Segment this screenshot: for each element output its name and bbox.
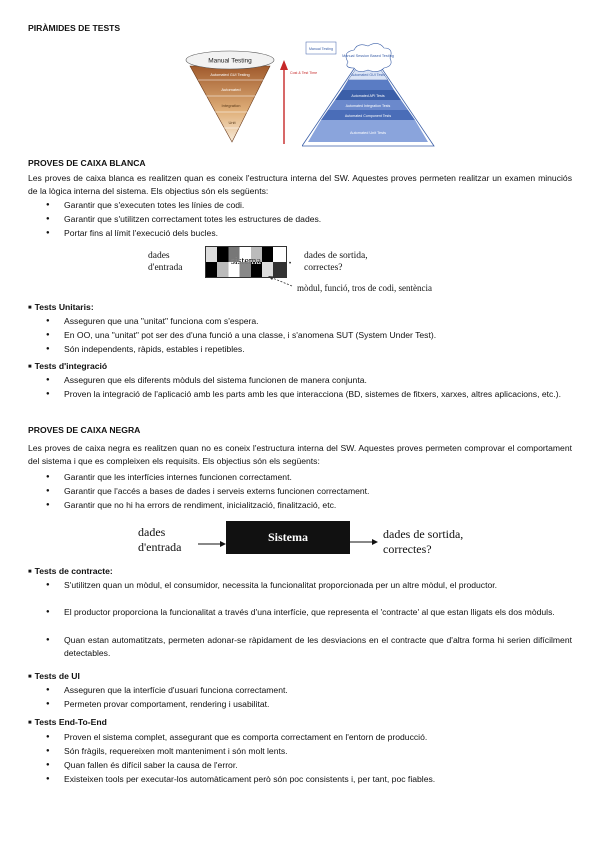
cone-integration-label: Integration (221, 103, 241, 108)
e2e-tests-heading: ■ Tests End-To-End (28, 716, 107, 730)
bb-output-arrow (350, 536, 380, 548)
white-box-bullet: ● Portar fins al límit l'execució dels bucles. (64, 227, 572, 240)
contract-tests-heading: ■ Tests de contracte: (28, 565, 113, 579)
e2e-tests-bullet: ● Quan fallen és difícil saber la causa de l'error. (64, 759, 572, 772)
unit-tests-bullet: ● Asseguren que una "unitat" funciona com s'espera. (64, 315, 572, 328)
black-box-bullet: ● Garantir que no hi ha errors de rendiment, inicialització, finalització, etc. (64, 499, 572, 512)
ui-tests-heading: ■ Tests de UI (28, 670, 80, 684)
cone-automated-label: Automated (221, 87, 241, 92)
bb-system-box: Sistema (226, 521, 350, 554)
wb-system-label: sistema (231, 256, 261, 267)
white-box-bullet: ● Garantir que s'utilitzen correctament totes les estructures de dades. (64, 213, 572, 226)
cloud-top-label: Manual Session Based Testing (342, 54, 394, 58)
contract-tests-bullet: ● El productor proporciona la funcionalitat a través d'una interfície, que representa el 'contracte' al que estan lligats els dos mòduls. (64, 606, 572, 619)
manual-note-label: Manual Testing (308, 47, 334, 51)
ui-tests-bullet: ● Permeten provar comportament, rendering i usabilitat. (64, 698, 572, 711)
pyramid-component-label: Automated Component Tests (344, 114, 392, 118)
bb-input-label: dades d'entrada (138, 525, 182, 554)
black-box-bullet: ● Garantir que l'accés a bases de dades i serveis externs funcionen correctament. (64, 485, 572, 498)
wb-output-label: dades de sortida, correctes? (304, 251, 368, 273)
black-box-intro: Les proves de caixa negra es realitzen quan no es coneix l'estructura interna del SW. Aquestes proves permeten comprovar el comportament del sistema i que es compleixen els requisits. Els objectius són els següents: (28, 443, 572, 466)
e2e-tests-bullet: ● Proven el sistema complet, assegurant que es comporta correctament en l'entorn de producció. (64, 731, 572, 744)
wb-input-label: dades d'entrada (148, 251, 183, 273)
test-pyramid-figure (302, 40, 452, 152)
black-box-bullet: ● Garantir que les interfícies internes funcionen correctament. (64, 471, 572, 484)
wb-output-dot: • (289, 261, 292, 267)
pyramid-unit-label: Automated Unit Tests (349, 131, 387, 135)
wb-note-label: mòdul, funció, tros de codi, sentència (297, 283, 432, 293)
e2e-tests-bullet: ● Existeixen tools per executar-los automàticament però són poc consistents i, per tant, poc fiables. (64, 773, 572, 786)
bb-output-label: dades de sortida, correctes? (383, 527, 464, 556)
cone-gui-label: Automated GUI Testing (210, 73, 250, 77)
integration-tests-bullet: ● Proven la integració de l'aplicació amb les parts amb les que interacciona (BD, sistemes de fitxers, xarxes, altres aplicacions, etc.). (64, 388, 572, 401)
cone-unit-label: Unit (228, 120, 236, 125)
pyramid-api-label: Automated API Tests (351, 94, 385, 98)
page-title: PIRÀMIDES DE TESTS (28, 23, 121, 33)
wb-note-arrow (266, 274, 296, 290)
cone-manual-label: Manual Testing (208, 57, 252, 65)
contract-tests-bullet: ● S'utilitzen quan un mòdul, el consumidor, necessita la funcionalitat proporcionada per un altre mòdul, el productor. (64, 579, 572, 592)
white-box-bullet: ● Garantir que s'executen totes les línies de codi. (64, 199, 572, 212)
unit-tests-bullet: ● En OO, una "unitat" pot ser des d'una funció a una classe, i s'anomena SUT (System Under Test). (64, 329, 572, 342)
white-box-heading: PROVES DE CAIXA BLANCA (28, 158, 146, 168)
unit-tests-bullet: ● Són independents, ràpids, estables i repetibles. (64, 343, 572, 356)
cost-arrow-label: Cost & Test Time (290, 71, 318, 75)
contract-tests-bullet: ● Quan estan automatitzats, permeten adonar-se ràpidament de les desviacions en el contracte que d'altra forma hi serien difícilment detectables. (64, 634, 572, 659)
integration-tests-bullet: ● Asseguren que els diferents mòduls del sistema funcionen de manera conjunta. (64, 374, 572, 387)
pyramid-gui-label: Automated GUI Tests (350, 73, 386, 77)
white-box-intro: Les proves de caixa blanca es realitzen quan es coneix l'estructura interna del SW. Aquestes proves permeten realitzar un examen minuciós de la lògica interna del sistema. Els objectius són els següents: (28, 173, 572, 196)
pyramid-integration-label: Automated Integration Tests (345, 104, 391, 108)
unit-tests-heading: ■ Tests Unitaris: (28, 301, 94, 315)
inverted-pyramid-figure (160, 40, 320, 152)
bb-input-arrow (198, 536, 228, 548)
ui-tests-bullet: ● Asseguren que la interfície d'usuari funciona correctament. (64, 684, 572, 697)
e2e-tests-bullet: ● Són fràgils, requereixen molt manteniment i són molt lents. (64, 745, 572, 758)
integration-tests-heading: ■ Tests d'integració (28, 360, 107, 374)
black-box-heading: PROVES DE CAIXA NEGRA (28, 425, 141, 435)
